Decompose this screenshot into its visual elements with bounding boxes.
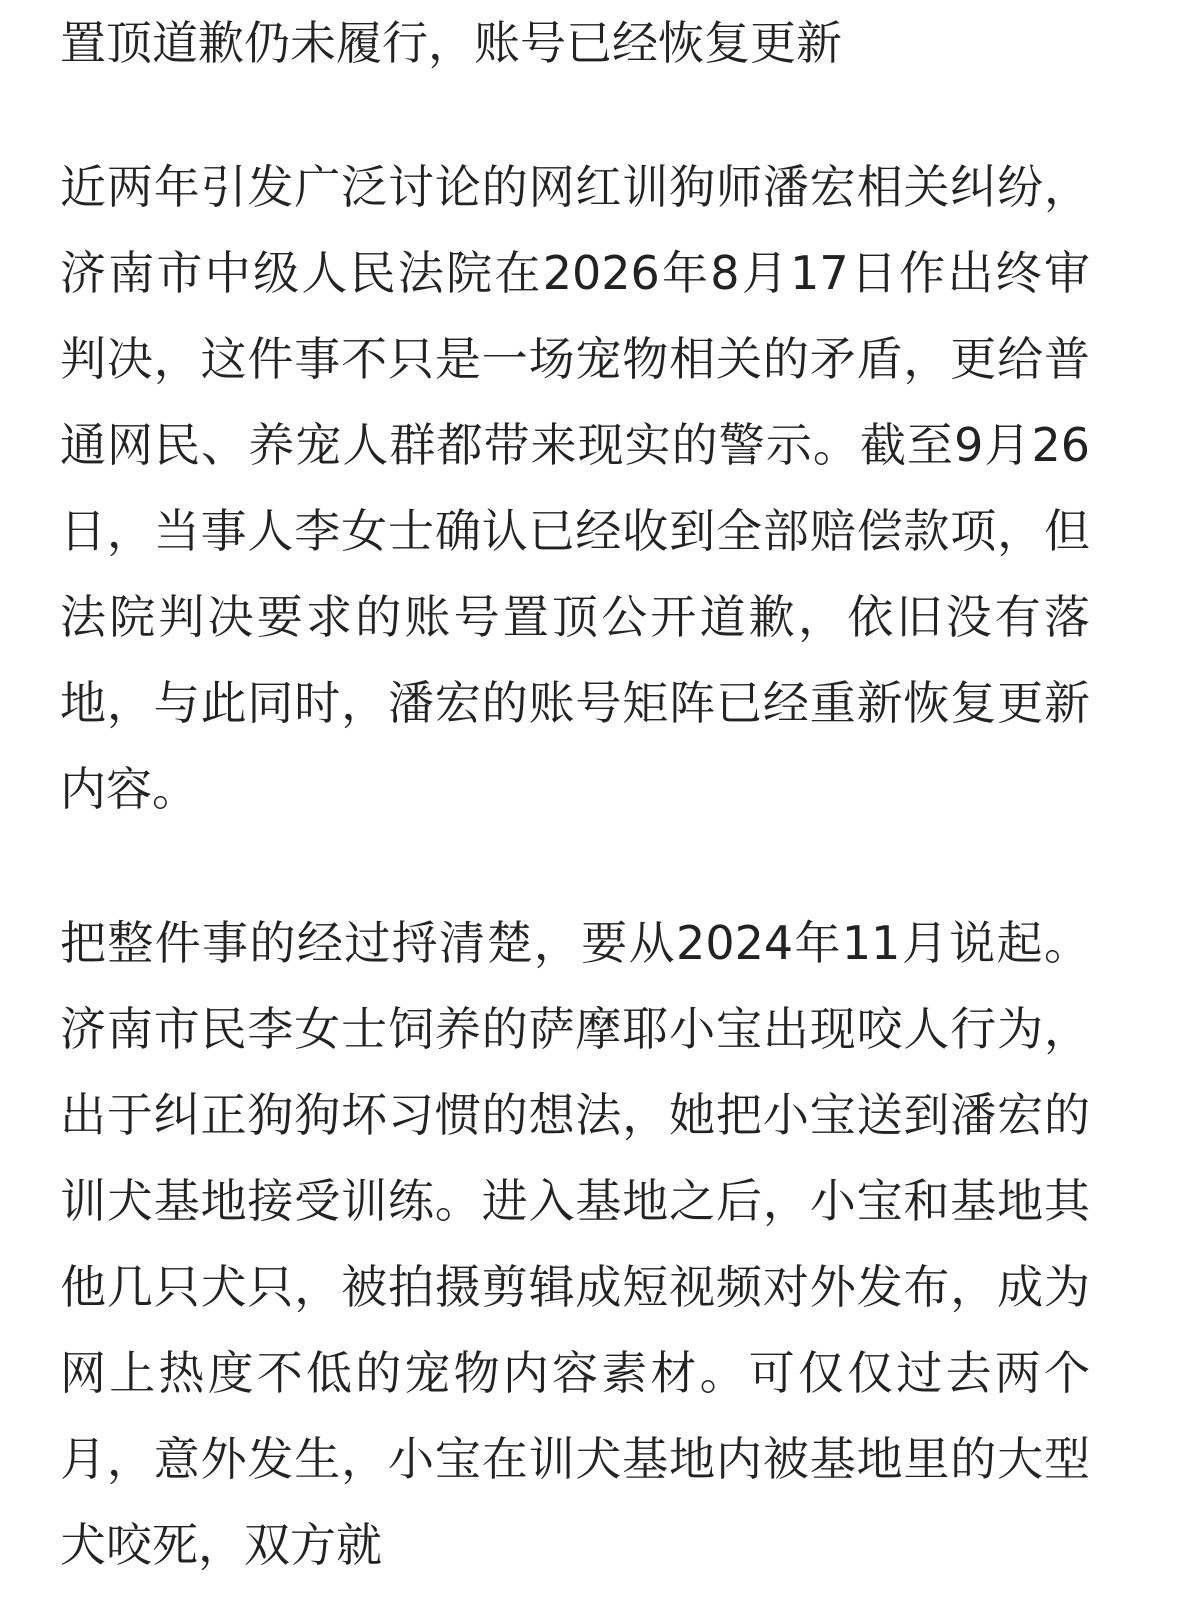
article xyxy=(60,0,1090,1588)
article-paragraph-1: 近两年引发广泛讨论的网红训狗师潘宏相关纠纷，济南市中级人民法院在2026年8月17日作出终审判决，这件事不只是一场宠物相关的矛盾，更给普通网民、养宠人群都带来现实的警示。截至9月26日，当事人李女士确认已经收到全部赔偿款项，但法院判决要求的账号置顶公开道歉，依旧没有落地，与此同时，潘宏的账号矩阵已经重新恢复更新内容。 xyxy=(60,160,1090,816)
article-paragraph-2: 把整件事的经过捋清楚，要从2024年11月说起。济南市民李女士饲养的萨摩耶小宝出现咬人行为，出于纠正狗狗坏习惯的想法，她把小宝送到潘宏的训犬基地接受训练。进入基地之后，小宝和基地其他几只犬只，被拍摄剪辑成短视频对外发布，成为网上热度不低的宠物内容素材。可仅仅过去两个月，意外发生，小宝在训犬基地内被基地里的大型犬咬死，双方就 xyxy=(60,916,1090,1572)
article-title: 置顶道歉仍未履行，账号已经恢复更新 xyxy=(60,16,842,70)
